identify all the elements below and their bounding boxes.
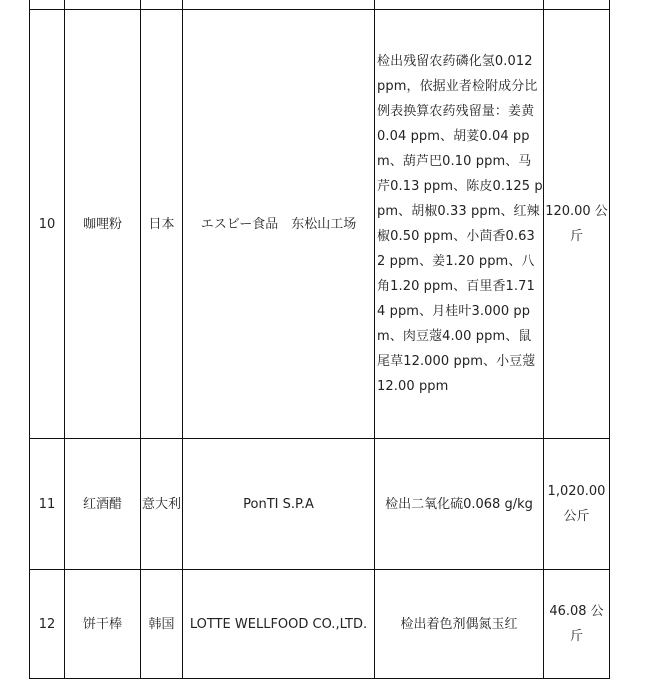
country-cell: 意大利 xyxy=(141,439,183,570)
manufacturer-cell: PonTI S.P.A xyxy=(183,439,375,570)
table-row xyxy=(30,439,610,570)
reason-cell: 检出着色剂偶氮玉红 xyxy=(375,570,544,679)
manufacturer-cell: エスビー食品 东松山工场 xyxy=(183,10,375,439)
row-number-cell: 10 xyxy=(30,10,65,439)
product-cell: 红酒醋 xyxy=(65,439,141,570)
row-number-cell: 12 xyxy=(30,570,65,679)
quantity-cell: 1,020.00 公斤 xyxy=(544,439,610,570)
table-row xyxy=(30,570,610,679)
inspection-table xyxy=(29,0,610,679)
country-cell: 韩国 xyxy=(141,570,183,679)
table-row-previous xyxy=(30,0,610,10)
country-cell: 日本 xyxy=(141,10,183,439)
table-row xyxy=(30,10,610,439)
manufacturer-cell: LOTTE WELLFOOD CO.,LTD. xyxy=(183,570,375,679)
row-number-cell: 11 xyxy=(30,439,65,570)
product-cell: 咖哩粉 xyxy=(65,10,141,439)
reason-cell: 检出二氧化硫0.068 g/kg xyxy=(375,439,544,570)
quantity-cell: 46.08 公斤 xyxy=(544,570,610,679)
product-cell: 饼干棒 xyxy=(65,570,141,679)
quantity-cell: 120.00 公斤 xyxy=(544,10,610,439)
reason-cell: 检出残留农药磷化氢0.012 ppm，依据业者检附成分比例表换算农药残留量：姜黄0.04 ppm、胡荽0.04 ppm、葫芦巴0.10 ppm、马芹0.13 ppm、陈皮0.125 ppm、胡椒0.33 ppm、红辣椒0.50 ppm、小茴香0.632 ppm、姜1.20 ppm、八角1.20 ppm、百里香1.714 ppm、月桂叶3.000 ppm、肉豆蔻4.00 ppm、鼠尾草12.000 ppm、小豆蔻12.00 ppm xyxy=(375,10,544,439)
